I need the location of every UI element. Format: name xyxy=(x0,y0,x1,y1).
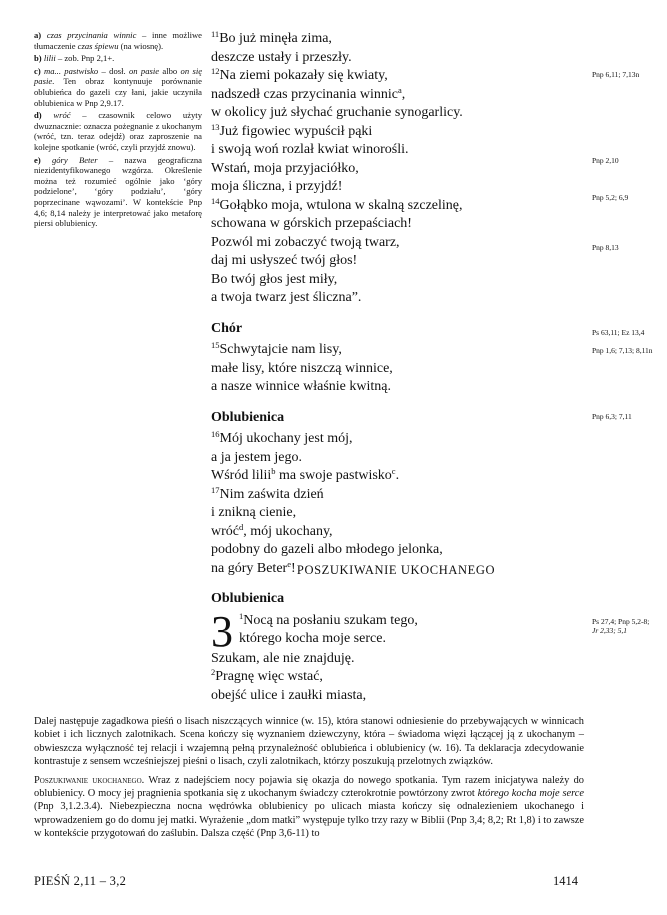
footnote-d: d) wróć – czasownik celowo użyty dwuznacznie: oznacza pożegnanie z ukochanym (wróć, tzn. teraz odejdź) oraz zaproszenie na kolejne spotkanie (wróć, czyli przyjdź znowu). xyxy=(34,110,202,152)
commentary xyxy=(34,715,584,846)
footnote-e: e) góry Beter – nazwa geograficzna niezidentyfikowanego wzgórza. Określenie można też rozumieć ogólnie jako ‘góry podzielone’, ‘góry podziału’, ‘góry poprzecinane wąwozami’. W kontekście Pnp 4,6; 8,14 należy je interpretować jako metaforę piersi oblubienicy. xyxy=(34,154,202,229)
verse-line: a ja jestem jego. xyxy=(211,449,302,465)
cross-reference: Pnp 6,3; 7,11 xyxy=(592,412,632,421)
verse-line: małe lisy, które niszczą winnice, xyxy=(211,360,393,376)
footnote-a: a) czas przycinania winnic – inne możliwe tłumaczenie czas śpiewu (na wiosnę). xyxy=(34,30,202,51)
verse-line: podobny do gazeli albo młodego jelonka, xyxy=(211,542,443,557)
cross-reference: Pnp 1,6; 7,13; 8,11n xyxy=(592,346,653,355)
verse-line: którego kocha moje serce. xyxy=(239,631,386,646)
cross-reference: Pnp 6,11; 7,13n xyxy=(592,70,640,79)
verse-line: deszcze ustały i przeszły. xyxy=(211,49,352,65)
footnotes-column xyxy=(34,30,202,231)
verse-line: $^{12}$Na ziemi pokazały się kwiaty, xyxy=(211,66,388,83)
verse-line: na góry Beter$^e$! xyxy=(211,558,296,576)
verse-line: i swoją woń rozlał kwiat winorośli. xyxy=(211,142,409,157)
verse-line: obejść ulice i zaułki miasta, xyxy=(211,687,367,703)
verse-line: a twoja twarz jest śliczna”. xyxy=(211,290,362,305)
verse-line: wróć$^d$, mój ukochany, xyxy=(211,521,333,539)
cross-reference: Ps 63,11; Ez 13,4 xyxy=(592,328,645,337)
section-title: POSZUKIWANIE UKOCHANEGO xyxy=(296,563,496,577)
cross-reference: Pnp 5,2; 6,9 xyxy=(592,193,629,202)
verse-line: w okolicy już słychać gruchanie synogarlicy. xyxy=(211,105,463,120)
verse-block-bridegroom xyxy=(211,30,581,308)
verse-line: i znikną cienie, xyxy=(211,505,297,520)
verse-line: $^{14}$Gołąbko moja, wtulona w skalną szczelinę, xyxy=(211,195,463,213)
verse-line: moja śliczna, i przyjdź! xyxy=(211,179,343,194)
verse-line: a nasze winnice właśnie kwitną. xyxy=(211,379,391,394)
verse-block-chorus xyxy=(211,341,581,397)
verse-line: $^{13}$Już figowiec wypuścił pąki xyxy=(211,121,373,139)
footnote-c: c) ma... pastwisko – dosł. on pasie albo on się pasie. Ten obraz kontynuuje porównanie oblubieńca do gazeli czy łani, jakie uczyniła oblubienica w Pnp 2,9.17. xyxy=(34,65,203,108)
verse-line: daj mi usłyszeć twój głos! xyxy=(211,253,358,268)
speaker-heading-oblubienica: Oblubienica xyxy=(211,591,285,606)
verse-block-chapter3 xyxy=(211,606,581,706)
verse-block-bride xyxy=(211,430,581,578)
verse-line: schowana w górskich przepaściach! xyxy=(211,216,412,231)
footnote-b: b) lilii – zob. Pnp 2,1+. xyxy=(34,53,115,64)
verse-line: $^1$Nocą na posłaniu szukam tego, xyxy=(239,610,418,628)
cross-reference: Ps 27,4; Pnp 5,2-8; Jr 2,33; 5,1 xyxy=(592,617,650,635)
verse-line: nadszedł czas przycinania winnic$^a$, xyxy=(211,84,406,102)
verse-line: Bo twój głos jest miły, xyxy=(211,271,338,287)
running-head: PIEŚŃ 2,11 – 3,2 xyxy=(34,874,127,888)
verse-line: Pozwól mi zobaczyć twoją twarz, xyxy=(211,234,400,250)
verse-line: Wśród lilii$^b$ ma swoje pastwisko$^c$. xyxy=(211,466,400,483)
cross-reference: Pnp 2,10 xyxy=(592,156,619,165)
verse-line: $^{11}$Bo już minęła zima, xyxy=(211,29,332,46)
verse-line: $^2$Pragnę więc wstać, xyxy=(211,667,323,684)
commentary-paragraph: Poszukiwanie ukochanego. Wraz z nadejściem nocy pojawia się okazja do nowego spotkania. Tym razem inicjatywa należy do oblubienicy. O mocy jej pragnienia spotkania się z ukochanym świadczy czterokrotnie powtórzony zwrot którego kocha moje serce (Pnp 3,1.2.3.4). Niebezpieczna nocna wędrówka oblubienicy po ulicach miasta kończy się odnalezieniem ukochanego i wprowadzeniem go do domu jej matki. Wyrażenie „dom matki” występuje tylko trzy razy w Biblii (Pnp 3,4; 8,2; Rt 1,8) i to zawsze w kontekście przygotowań do zaślubin. Dalsza część (Pnp 3,6-11) to xyxy=(34,774,584,840)
page-number: 1414 xyxy=(553,874,578,888)
speaker-heading-oblubienica: Oblubienica xyxy=(211,409,285,425)
verse-line: Wstań, moja przyjaciółko, xyxy=(211,160,359,176)
commentary-paragraph: Dalej następuje zagadkowa pieśń o lisach niszczących winnice (w. 15), która stanowi odniesienie do przebywających w winnicach kobiet i ich licznych zalotnikach. Scena kończy się wyznaniem dziewczyny, która – świadoma więzi łączącej ją z ukochanym – obwieszcza wyłączność tej relacji i wzajemną pełną przynależność oblubieńca i oblubienicy (w. 16). Ta deklaracja zdecydowanie kontrastuje z sensem wcześniejszej pieśni o lisach, czyli zalotnikach, którzy poszukują przelotnych związków. xyxy=(34,716,584,768)
verse-line: $^{15}$Schwytajcie nam lisy, xyxy=(211,340,342,357)
verse-line: $^{17}$Nim zaświta dzień xyxy=(211,484,324,502)
verse-column-chapter3 xyxy=(211,590,581,705)
verse-line: $^{16}$Mój ukochany jest mój, xyxy=(211,429,353,446)
verse-column xyxy=(211,30,581,578)
verse-line: Szukam, ale nie znajduję. xyxy=(211,650,355,666)
speaker-heading-chor: Chór xyxy=(211,320,243,336)
chapter-number: 3 xyxy=(211,606,233,656)
cross-reference: Pnp 8,13 xyxy=(592,243,619,252)
